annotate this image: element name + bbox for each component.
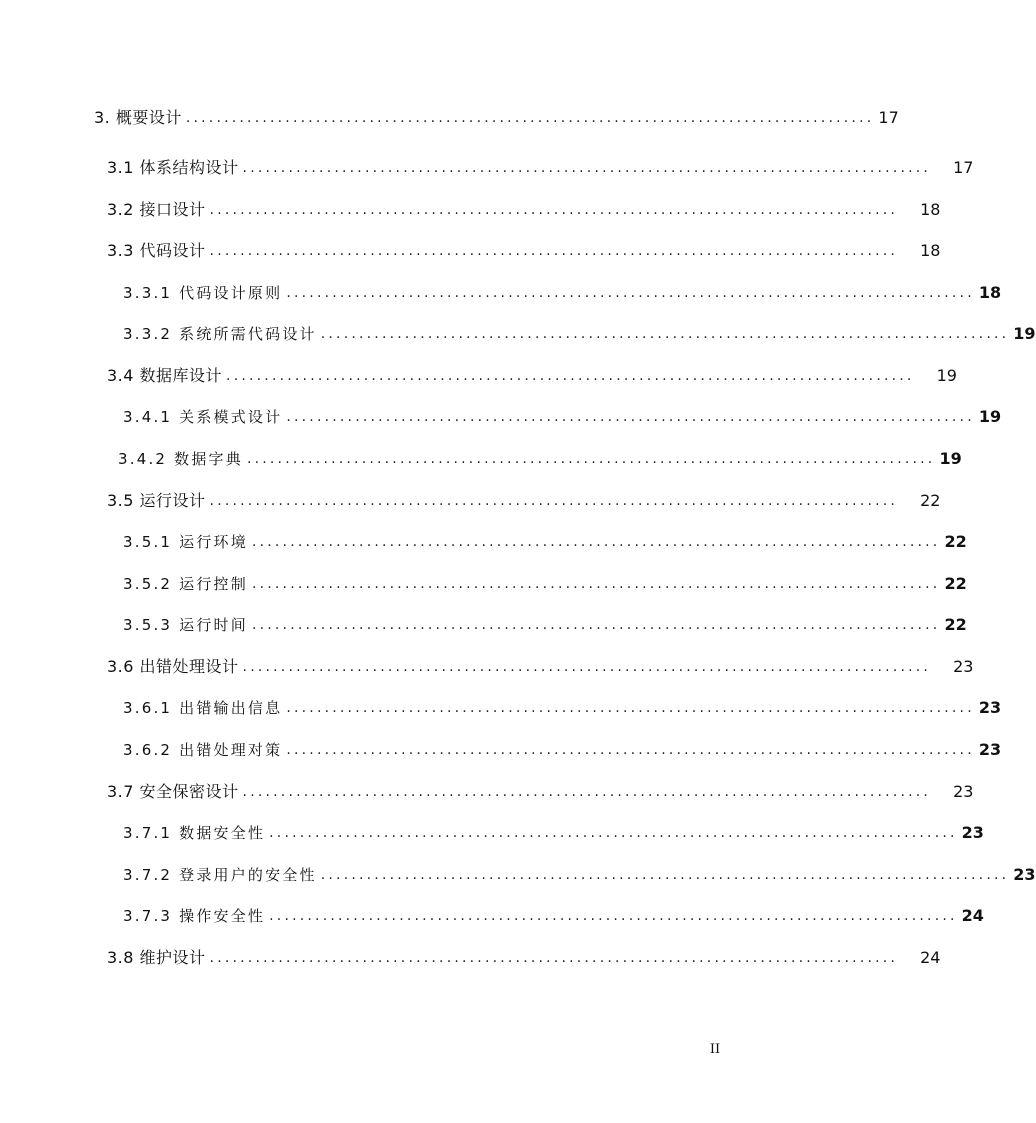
toc-leader-dots: .......................................................................................... [226,368,915,384]
toc-leader-dots: .......................................................................................... [286,742,975,758]
toc-entry-label: 3.3.2 系统所需代码设计 [123,325,317,343]
toc-entry[interactable] [123,694,1002,718]
toc-entry[interactable] [107,237,941,261]
toc-leader-dots: .......................................................................................... [242,784,932,800]
toc-entry-page: 23 [961,823,984,842]
toc-entry-page: 22 [944,574,967,593]
toc-leader-dots: .......................................................................................... [209,202,899,218]
toc-entry-page: 19 [1013,324,1036,343]
toc-entry-label: 3.3 代码设计 [107,241,206,260]
toc-entry-page: 19 [936,366,957,385]
toc-entry-page: 17 [878,108,899,127]
toc-leader-dots: .......................................................................................... [320,867,1010,883]
toc-entry-label: 3.6 出错处理设计 [107,657,239,676]
toc-entry[interactable] [123,861,1036,885]
toc-leader-dots: .......................................................................................... [242,160,932,176]
toc-entry-page: 18 [978,283,1002,302]
toc-entry-label: 3.7.3 操作安全性 [123,907,266,925]
toc-entry-label: 3.6.2 出错处理对策 [123,741,283,759]
toc-leader-dots: .......................................................................................... [242,659,932,675]
toc-leader-dots: .......................................................................................... [251,534,941,550]
toc-entry[interactable] [118,445,962,469]
toc-entry-label: 3. 概要设计 [94,108,182,127]
toc-entry-label: 3.5.2 运行控制 [123,575,248,593]
toc-leader-dots: .......................................................................................... [269,908,958,924]
toc-entry-page: 24 [961,906,984,925]
toc-entry[interactable] [107,196,941,220]
toc-leader-dots: .......................................................................................... [320,326,1010,342]
toc-entry-label: 3.6.1 出错输出信息 [123,699,283,717]
toc-entry-label: 3.3.1 代码设计原则 [123,284,283,302]
toc-leader-dots: .......................................................................................... [209,493,899,509]
toc-entry-page: 23 [978,698,1002,717]
toc-entry-page: 17 [953,158,974,177]
toc-entry[interactable] [123,819,984,843]
toc-entry-page: 19 [939,449,962,468]
toc-entry-label: 3.5.1 运行环境 [123,533,248,551]
toc-entry[interactable] [123,403,1002,427]
toc-entry-label: 3.8 维护设计 [107,948,206,967]
toc-entry[interactable] [123,279,1002,303]
toc-entry-page: 22 [944,532,967,551]
toc-entry-label: 3.7.1 数据安全性 [123,824,266,842]
toc-leader-dots: .......................................................................................... [286,409,975,425]
toc-entry-page: 22 [920,491,941,510]
toc-entry[interactable] [123,736,1002,760]
toc-entry-label: 3.7 安全保密设计 [107,782,239,801]
toc-entry[interactable] [123,611,967,635]
toc-entry[interactable] [107,778,974,802]
toc-entry-label: 3.5.3 运行时间 [123,616,248,634]
toc-leader-dots: .......................................................................................... [251,617,941,633]
toc-entry-page: 23 [953,782,974,801]
toc-entry-label: 3.4 数据库设计 [107,366,223,385]
toc-entry[interactable] [107,944,941,968]
toc-entry[interactable] [123,320,1036,344]
toc-entry-page: 19 [978,407,1002,426]
toc-entry-page: 18 [920,241,941,260]
toc-entry[interactable] [94,104,899,128]
toc-entry-label: 3.5 运行设计 [107,491,206,510]
toc-entry[interactable] [107,362,957,386]
toc-entry[interactable] [123,528,967,552]
toc-leader-dots: .......................................................................................... [286,700,975,716]
toc-leader-dots: .......................................................................................... [251,576,941,592]
toc-entry[interactable] [107,487,941,511]
page-number: II [709,1042,721,1057]
toc-leader-dots: .......................................................................................... [185,110,875,126]
toc-entry[interactable] [123,902,984,926]
toc-entry-page: 23 [1013,865,1036,884]
toc-leader-dots: .......................................................................................... [209,243,899,259]
toc-entry-page: 23 [953,657,974,676]
toc-entry-label: 3.7.2 登录用户的安全性 [123,866,317,884]
toc-entry-page: 24 [920,948,941,967]
toc-leader-dots: .......................................................................................... [269,825,958,841]
toc-leader-dots: .......................................................................................... [286,285,975,301]
toc-entry-page: 22 [944,615,967,634]
toc-entry-label: 3.4.2 数据字典 [118,450,243,468]
toc-entry-label: 3.4.1 关系模式设计 [123,408,283,426]
toc-entry-page: 18 [920,200,941,219]
toc-entry[interactable] [123,570,967,594]
toc-entry-label: 3.2 接口设计 [107,200,206,219]
toc-entry[interactable] [107,653,974,677]
toc-entry-label: 3.1 体系结构设计 [107,158,239,177]
toc-entry[interactable] [107,154,974,178]
toc-leader-dots: .......................................................................................... [246,451,936,467]
toc-leader-dots: .......................................................................................... [209,950,899,966]
toc-entry-page: 23 [978,740,1002,759]
